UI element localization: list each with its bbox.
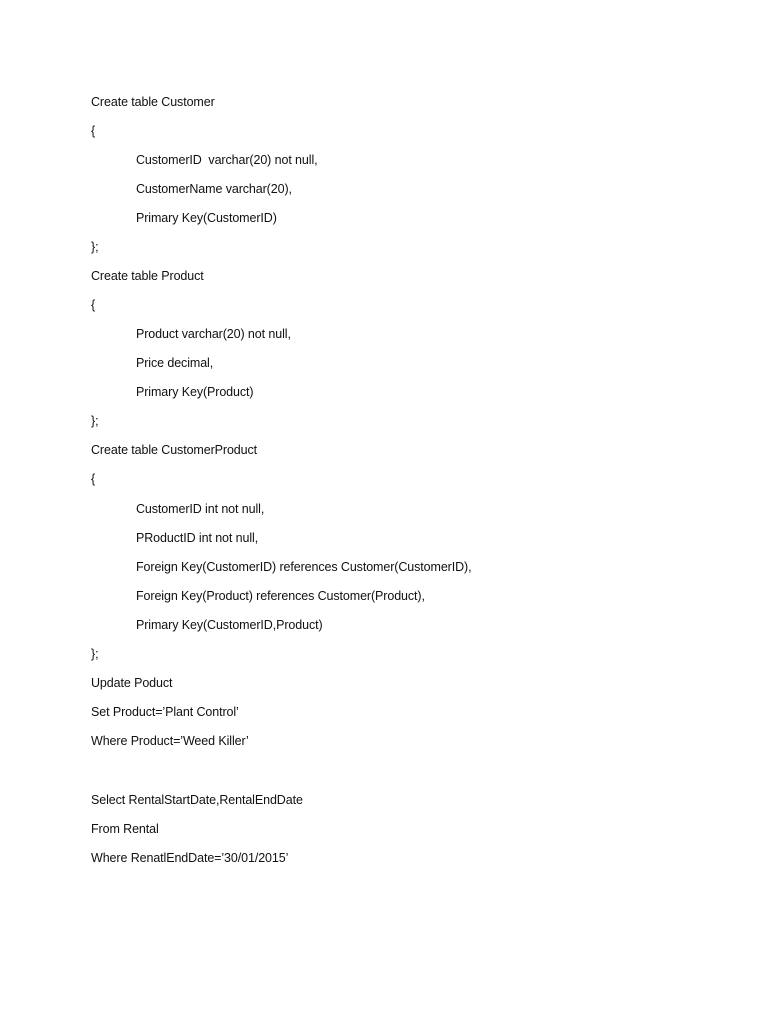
text-line: }; <box>91 414 99 428</box>
text-line: CustomerID varchar(20) not null, <box>136 153 318 167</box>
text-line: PRoductID int not null, <box>136 531 259 545</box>
text-line: Create table Product <box>91 269 204 283</box>
text-line: Primary Key(Product) <box>136 385 254 399</box>
text-line: Product varchar(20) not null, <box>136 327 291 341</box>
text-line: Create table Customer <box>91 95 215 109</box>
text-line: Where RenatlEndDate=’30/01/2015’ <box>91 851 289 865</box>
text-line: }; <box>91 240 99 254</box>
text-line: CustomerName varchar(20), <box>136 182 292 196</box>
text-line: Primary Key(CustomerID) <box>136 211 277 225</box>
text-line: Create table CustomerProduct <box>91 443 258 457</box>
text-line: Price decimal, <box>136 356 214 370</box>
text-line: From Rental <box>91 822 159 836</box>
text-line: Foreign Key(CustomerID) references Customer(CustomerID), <box>136 560 472 574</box>
text-line: Where Product=’Weed Killer’ <box>91 734 249 748</box>
text-line: }; <box>91 647 99 661</box>
text-line: { <box>91 298 96 312</box>
text-line: { <box>91 124 96 138</box>
text-line: { <box>91 472 96 486</box>
text-line: Primary Key(CustomerID,Product) <box>136 618 323 632</box>
text-line: Update Poduct <box>91 676 173 690</box>
text-line: Foreign Key(Product) references Customer(Product), <box>136 589 425 603</box>
text-line: Set Product=’Plant Control’ <box>91 705 239 719</box>
text-line: CustomerID int not null, <box>136 502 265 516</box>
text-line: Select RentalStartDate,RentalEndDate <box>91 793 303 807</box>
